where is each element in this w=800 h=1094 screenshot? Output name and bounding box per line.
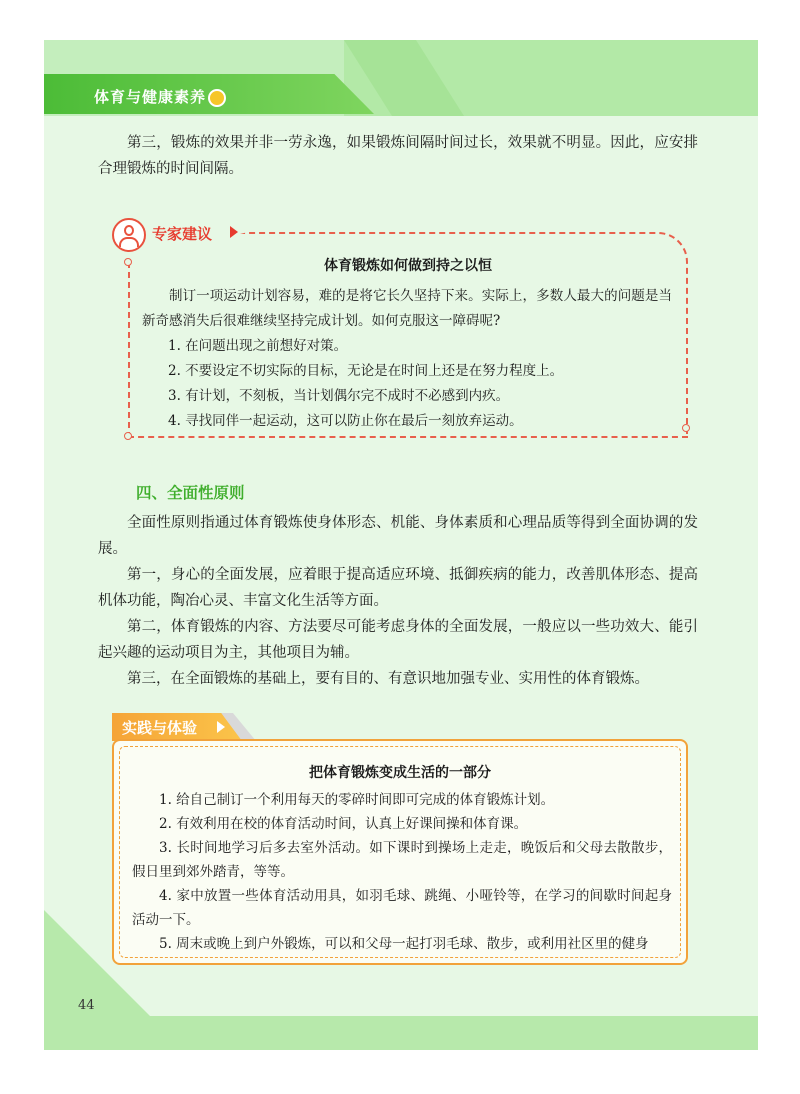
paragraph: 第三，在全面锻炼的基础上，要有目的、有意识地加强专业、实用性的体育锻炼。 <box>127 671 649 687</box>
expert-avatar-icon <box>112 218 146 252</box>
list-item: 5. 周末或晚上到户外锻炼，可以和父母一起打羽毛球、散步，或利用社区里的健身 <box>159 936 649 952</box>
dot-icon <box>682 424 690 432</box>
medal-icon <box>208 89 226 107</box>
list-item: 1. 在问题出现之前想好对策。 <box>168 338 348 354</box>
expert-advice-intro: 制订一项运动计划容易，难的是将它长久坚持下来。实际上，多数人最大的问题是当新奇感消失后很难继续坚持完成计划。如何克服这一障碍呢? <box>142 288 672 329</box>
play-arrow-icon <box>230 226 238 238</box>
page-number: 44 <box>78 998 95 1013</box>
section-four-body <box>98 510 698 692</box>
intro-paragraph: 第三，锻炼的效果并非一劳永逸，如果锻炼间隔时间过长，效果就不明显。因此，应安排合理锻炼的时间间隔。 <box>98 135 698 177</box>
expert-advice-content <box>142 284 672 434</box>
practice-list <box>132 788 672 956</box>
expert-advice-label: 专家建议 <box>152 225 213 243</box>
play-arrow-icon <box>217 721 225 733</box>
section-heading: 四、全面性原则 <box>136 484 245 502</box>
practice-label: 实践与体验 <box>122 719 198 737</box>
header-title <box>94 86 226 107</box>
list-item: 3. 有计划，不刻板，当计划偶尔完不成时不必感到内疚。 <box>168 388 510 404</box>
list-item: 1. 给自己制订一个利用每天的零碎时间即可完成的体育锻炼计划。 <box>159 792 555 808</box>
paragraph: 全面性原则指通过体育锻炼使身体形态、机能、身体素质和心理品质等得到全面协调的发展。 <box>98 515 698 557</box>
list-item: 2. 有效利用在校的体育活动时间，认真上好课间操和体育课。 <box>159 816 528 832</box>
list-item: 3. 长时间地学习后多去室外活动。如下课时到操场上走走，晚饭后和父母去散散步，假日里到郊外踏青，等等。 <box>132 840 672 880</box>
expert-advice-title: 体育锻炼如何做到持之以恒 <box>324 258 492 274</box>
practice-title: 把体育锻炼变成生活的一部分 <box>309 765 491 781</box>
expert-advice-list <box>142 334 672 434</box>
dot-icon <box>124 432 132 440</box>
paragraph: 第一，身心的全面发展，应着眼于提高适应环境、抵御疾病的能力，改善肌体形态、提高机体功能，陶冶心灵、丰富文化生活等方面。 <box>98 567 698 609</box>
paragraph: 第二，体育锻炼的内容、方法要尽可能考虑身体的全面发展，一般应以一些功效大、能引起兴趣的运动项目为主，其他项目为辅。 <box>98 619 698 661</box>
intro-paragraph-block <box>98 130 698 182</box>
header-title-text: 体育与健康素养 <box>94 88 207 106</box>
list-item: 2. 不要设定不切实际的目标，无论是在时间上还是在努力程度上。 <box>168 363 564 379</box>
list-item: 4. 寻找同伴一起运动，这可以防止你在最后一刻放弃运动。 <box>168 413 523 429</box>
list-item: 4. 家中放置一些体育活动用具，如羽毛球、跳绳、小哑铃等，在学习的间歇时间起身活动一下。 <box>132 888 672 928</box>
